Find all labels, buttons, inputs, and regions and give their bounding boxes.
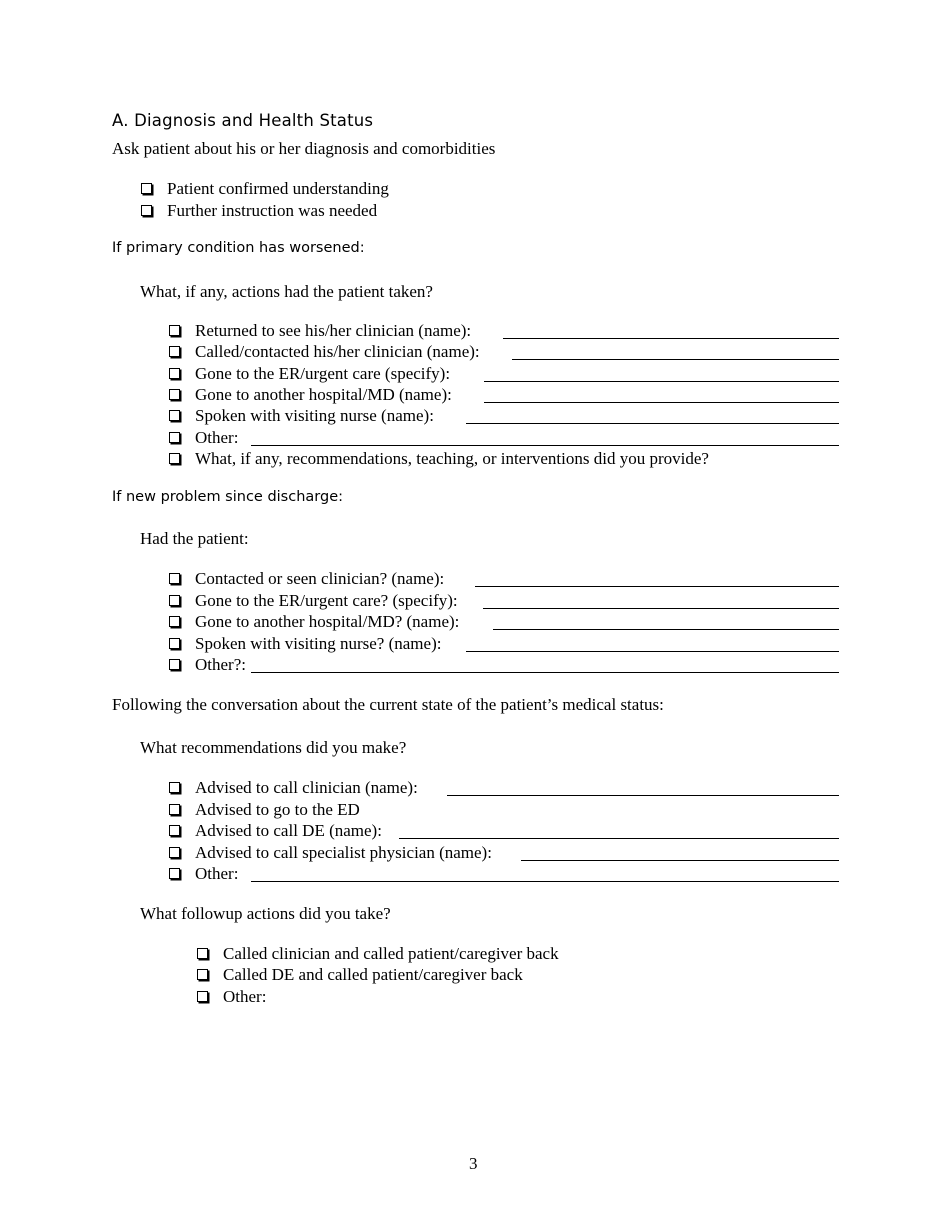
checkbox-icon[interactable] — [197, 969, 208, 980]
checkbox-label: Spoken with visiting nurse (name): — [195, 406, 434, 425]
checkbox-item[interactable] — [169, 863, 839, 884]
checkbox-item[interactable] — [169, 799, 839, 820]
checkbox-icon[interactable] — [169, 782, 180, 793]
checkbox-icon[interactable] — [197, 991, 208, 1002]
checkbox-label: Advised to go to the ED — [195, 800, 360, 819]
checkbox-icon[interactable] — [169, 847, 180, 858]
checkbox-item[interactable] — [141, 178, 441, 199]
checkbox-icon[interactable] — [197, 948, 208, 959]
checkbox-icon[interactable] — [169, 595, 180, 606]
checkbox-item[interactable] — [169, 777, 839, 798]
checkbox-item[interactable] — [169, 568, 839, 589]
fill-in-line[interactable] — [512, 359, 839, 360]
checkbox-icon[interactable] — [169, 825, 180, 836]
checkbox-item[interactable] — [169, 820, 839, 841]
checkbox-item[interactable] — [169, 654, 839, 675]
checkbox-label: Other: — [195, 428, 239, 447]
fill-in-line[interactable] — [251, 881, 839, 882]
fill-in-line[interactable] — [484, 381, 839, 382]
checkbox-item[interactable] — [169, 405, 839, 426]
checkbox-item[interactable] — [169, 611, 839, 632]
section-a-instruction: Ask patient about his or her diagnosis and comorbidities — [112, 139, 496, 158]
checkbox-label: Spoken with visiting nurse? (name): — [195, 634, 442, 653]
fill-in-line[interactable] — [399, 838, 839, 839]
checkbox-item[interactable] — [169, 633, 839, 654]
checkbox-label: Other: — [223, 987, 267, 1006]
checkbox-icon[interactable] — [141, 183, 152, 194]
checkbox-icon[interactable] — [169, 616, 180, 627]
checkbox-item[interactable] — [169, 448, 839, 469]
following-text: Following the conversation about the current state of the patient’s medical status: — [112, 695, 664, 714]
checkbox-label: Called clinician and called patient/caregiver back — [223, 944, 559, 963]
checkbox-label: Advised to call clinician (name): — [195, 778, 418, 797]
checkbox-label: Gone to another hospital/MD? (name): — [195, 612, 460, 631]
checkbox-icon[interactable] — [141, 205, 152, 216]
fill-in-line[interactable] — [503, 338, 839, 339]
checkbox-item[interactable] — [169, 590, 839, 611]
fill-in-line[interactable] — [484, 402, 839, 403]
checkbox-icon[interactable] — [169, 389, 180, 400]
checkbox-label: Gone to the ER/urgent care? (specify): — [195, 591, 458, 610]
checkbox-label: Advised to call specialist physician (name): — [195, 843, 492, 862]
worsened-heading: If primary condition has worsened: — [112, 240, 365, 256]
followup-question: What followup actions did you take? — [140, 904, 391, 923]
fill-in-line[interactable] — [251, 445, 839, 446]
checkbox-label: Other?: — [195, 655, 246, 674]
checkbox-item[interactable] — [197, 964, 647, 985]
checkbox-icon[interactable] — [169, 325, 180, 336]
checkbox-label: Contacted or seen clinician? (name): — [195, 569, 445, 588]
checkbox-item[interactable] — [197, 986, 647, 1007]
checkbox-icon[interactable] — [169, 638, 180, 649]
checkbox-item[interactable] — [169, 341, 839, 362]
checkbox-label: Other: — [195, 864, 239, 883]
page-number: 3 — [469, 1154, 478, 1173]
checkbox-item[interactable] — [197, 943, 647, 964]
checkbox-label: Returned to see his/her clinician (name): — [195, 321, 472, 340]
fill-in-line[interactable] — [466, 651, 839, 652]
checkbox-icon[interactable] — [169, 410, 180, 421]
checkbox-icon[interactable] — [169, 453, 180, 464]
fill-in-line[interactable] — [493, 629, 839, 630]
fill-in-line[interactable] — [521, 860, 839, 861]
worsened-question: What, if any, actions had the patient taken? — [140, 282, 433, 301]
new-problem-question: Had the patient: — [140, 529, 249, 548]
checkbox-item[interactable] — [169, 842, 839, 863]
recommendations-question: What recommendations did you make? — [140, 738, 407, 757]
checkbox-label: Gone to the ER/urgent care (specify): — [195, 364, 451, 383]
checkbox-item[interactable] — [141, 200, 441, 221]
checkbox-label: What, if any, recommendations, teaching, or interventions did you provide? — [195, 449, 709, 468]
checkbox-label: Further instruction was needed — [167, 201, 378, 220]
checkbox-icon[interactable] — [169, 573, 180, 584]
fill-in-line[interactable] — [466, 423, 839, 424]
checkbox-icon[interactable] — [169, 659, 180, 670]
checkbox-label: Advised to call DE (name): — [195, 821, 382, 840]
checkbox-item[interactable] — [169, 363, 839, 384]
fill-in-line[interactable] — [475, 586, 839, 587]
checkbox-item[interactable] — [169, 384, 839, 405]
checkbox-icon[interactable] — [169, 346, 180, 357]
checkbox-icon[interactable] — [169, 368, 180, 379]
checkbox-icon[interactable] — [169, 868, 180, 879]
new-problem-heading: If new problem since discharge: — [112, 489, 344, 505]
checkbox-label: Called DE and called patient/caregiver back — [223, 965, 523, 984]
fill-in-line[interactable] — [251, 672, 839, 673]
fill-in-line[interactable] — [447, 795, 839, 796]
checkbox-item[interactable] — [169, 320, 839, 341]
checkbox-label: Called/contacted his/her clinician (name): — [195, 342, 480, 361]
checkbox-item[interactable] — [169, 427, 839, 448]
fill-in-line[interactable] — [483, 608, 839, 609]
checkbox-icon[interactable] — [169, 804, 180, 815]
checkbox-label: Gone to another hospital/MD (name): — [195, 385, 452, 404]
section-a-heading: A. Diagnosis and Health Status — [112, 111, 374, 130]
checkbox-label: Patient confirmed understanding — [167, 179, 389, 198]
checkbox-icon[interactable] — [169, 432, 180, 443]
